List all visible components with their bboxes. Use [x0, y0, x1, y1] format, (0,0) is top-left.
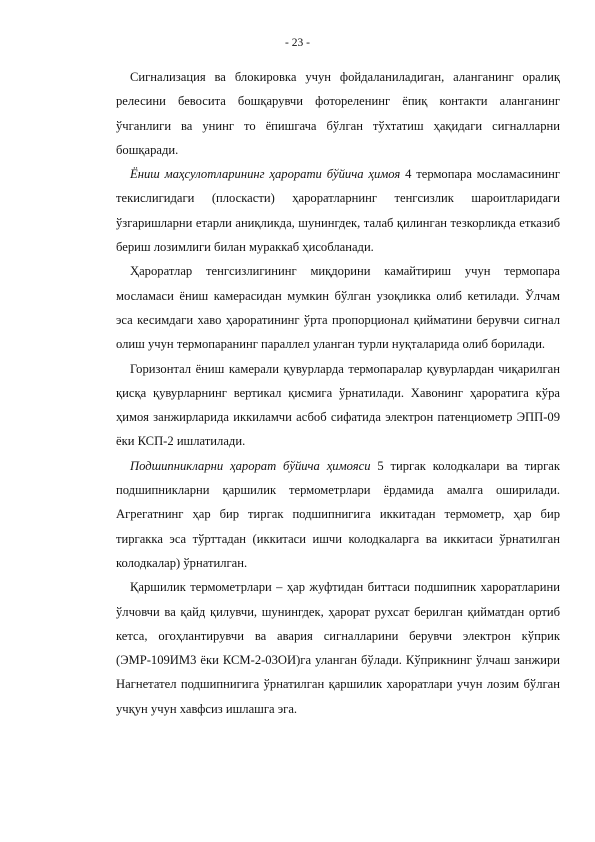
paragraph-temperature-inequality [116, 259, 560, 356]
paragraph-text: Ҳароратлар тенгсизлигининг миқдорини камайтириш учун термопара мосламаси ёниш камерасидан мумкин бўлган узоқликка олиб кетилади. Ўлчам эса кесимдаги хаво ҳароратининг ўрта пропорционал қийматини берувчи сигнал олиш учун термопаранинг параллел уланган турли нуқталарида олиб борилади. [116, 264, 560, 352]
page-number: - 23 - [285, 37, 310, 49]
paragraph-text: 5 тиргак колодкалари ва тиргак подшипникларни қаршилик термометрлари ёрдамида амалга оширилади. Агрегатнинг ҳар бир тиргак подшипнигига иккитадан термометр, ҳар бир тиргакка эса тўрттадан (иккитаси ишчи колодкаларга ва иккитаси ўрнатилган колодкалар) ўрнатилган. [116, 458, 560, 570]
paragraph-resistance-thermometers [116, 575, 560, 721]
paragraph-text: 4 термопара мосламасининг текислигидаги (плоскасти) ҳароратларнинг тенгсизлик шароитларидаги ўзгаришларни етарли аниқликда, шунингдек, талаб қилинган тезкорликда етказиб бериш лозимлиги билан мураккаб ҳисобланади. [116, 167, 560, 255]
paragraph-text: Горизонтал ёниш камерали қувурларда термопаралар қувурлардан чиқарилган қисқа қувурларнинг вертикал қисмига ўрнатилади. Хавонинг ҳароратига кўра ҳимоя занжирларида иккиламчи асбоб сифатида электрон патенциометр ЭПП-09 ёки КСП-2 ишлатилади. [116, 361, 560, 449]
paragraph-signalization [116, 65, 560, 162]
paragraph-italic-heading: Ёниш маҳсулотларининг ҳарорати бўйича ҳимоя [130, 167, 401, 182]
paragraph-bearing-protection [116, 454, 560, 575]
paragraph-italic-heading: Подшипникларни ҳарорат бўйича ҳимояси [130, 458, 371, 473]
paragraph-text: Сигнализация ва блокировка учун фойдаланиладиган, аланганинг оралиқ релесини бевосита бошқарувчи фотореленинг ёпиқ контакти аланганинг ўчганлиги ва унинг то ёпишгача бўлган тўхтатиш ҳақидаги сигналларни бошқаради. [116, 70, 560, 157]
paragraph-text: Қаршилик термометрлари – ҳар жуфтидан биттаси подшипник хароратларини ўлчовчи ва қайд қилувчи, шунингдек, ҳарорат рухсат берилган қийматдан ортиб кетса, огоҳлантирувчи ва авария сигналларини берувчи электрон кўприк (ЭМР-109ИМ3 ёки КСМ-2-03ОИ)га уланган бўлади. Кўприкнинг ўлчаш занжири Нагнетател подшипнигига ўрнатилган қаршилик хароратлари учун лозим бўлган учқун учун хавфсиз ишлашга эга. [116, 580, 560, 716]
paragraph-combustion-protection [116, 162, 560, 259]
document-body [116, 65, 560, 721]
paragraph-horizontal-chambers [116, 357, 560, 454]
